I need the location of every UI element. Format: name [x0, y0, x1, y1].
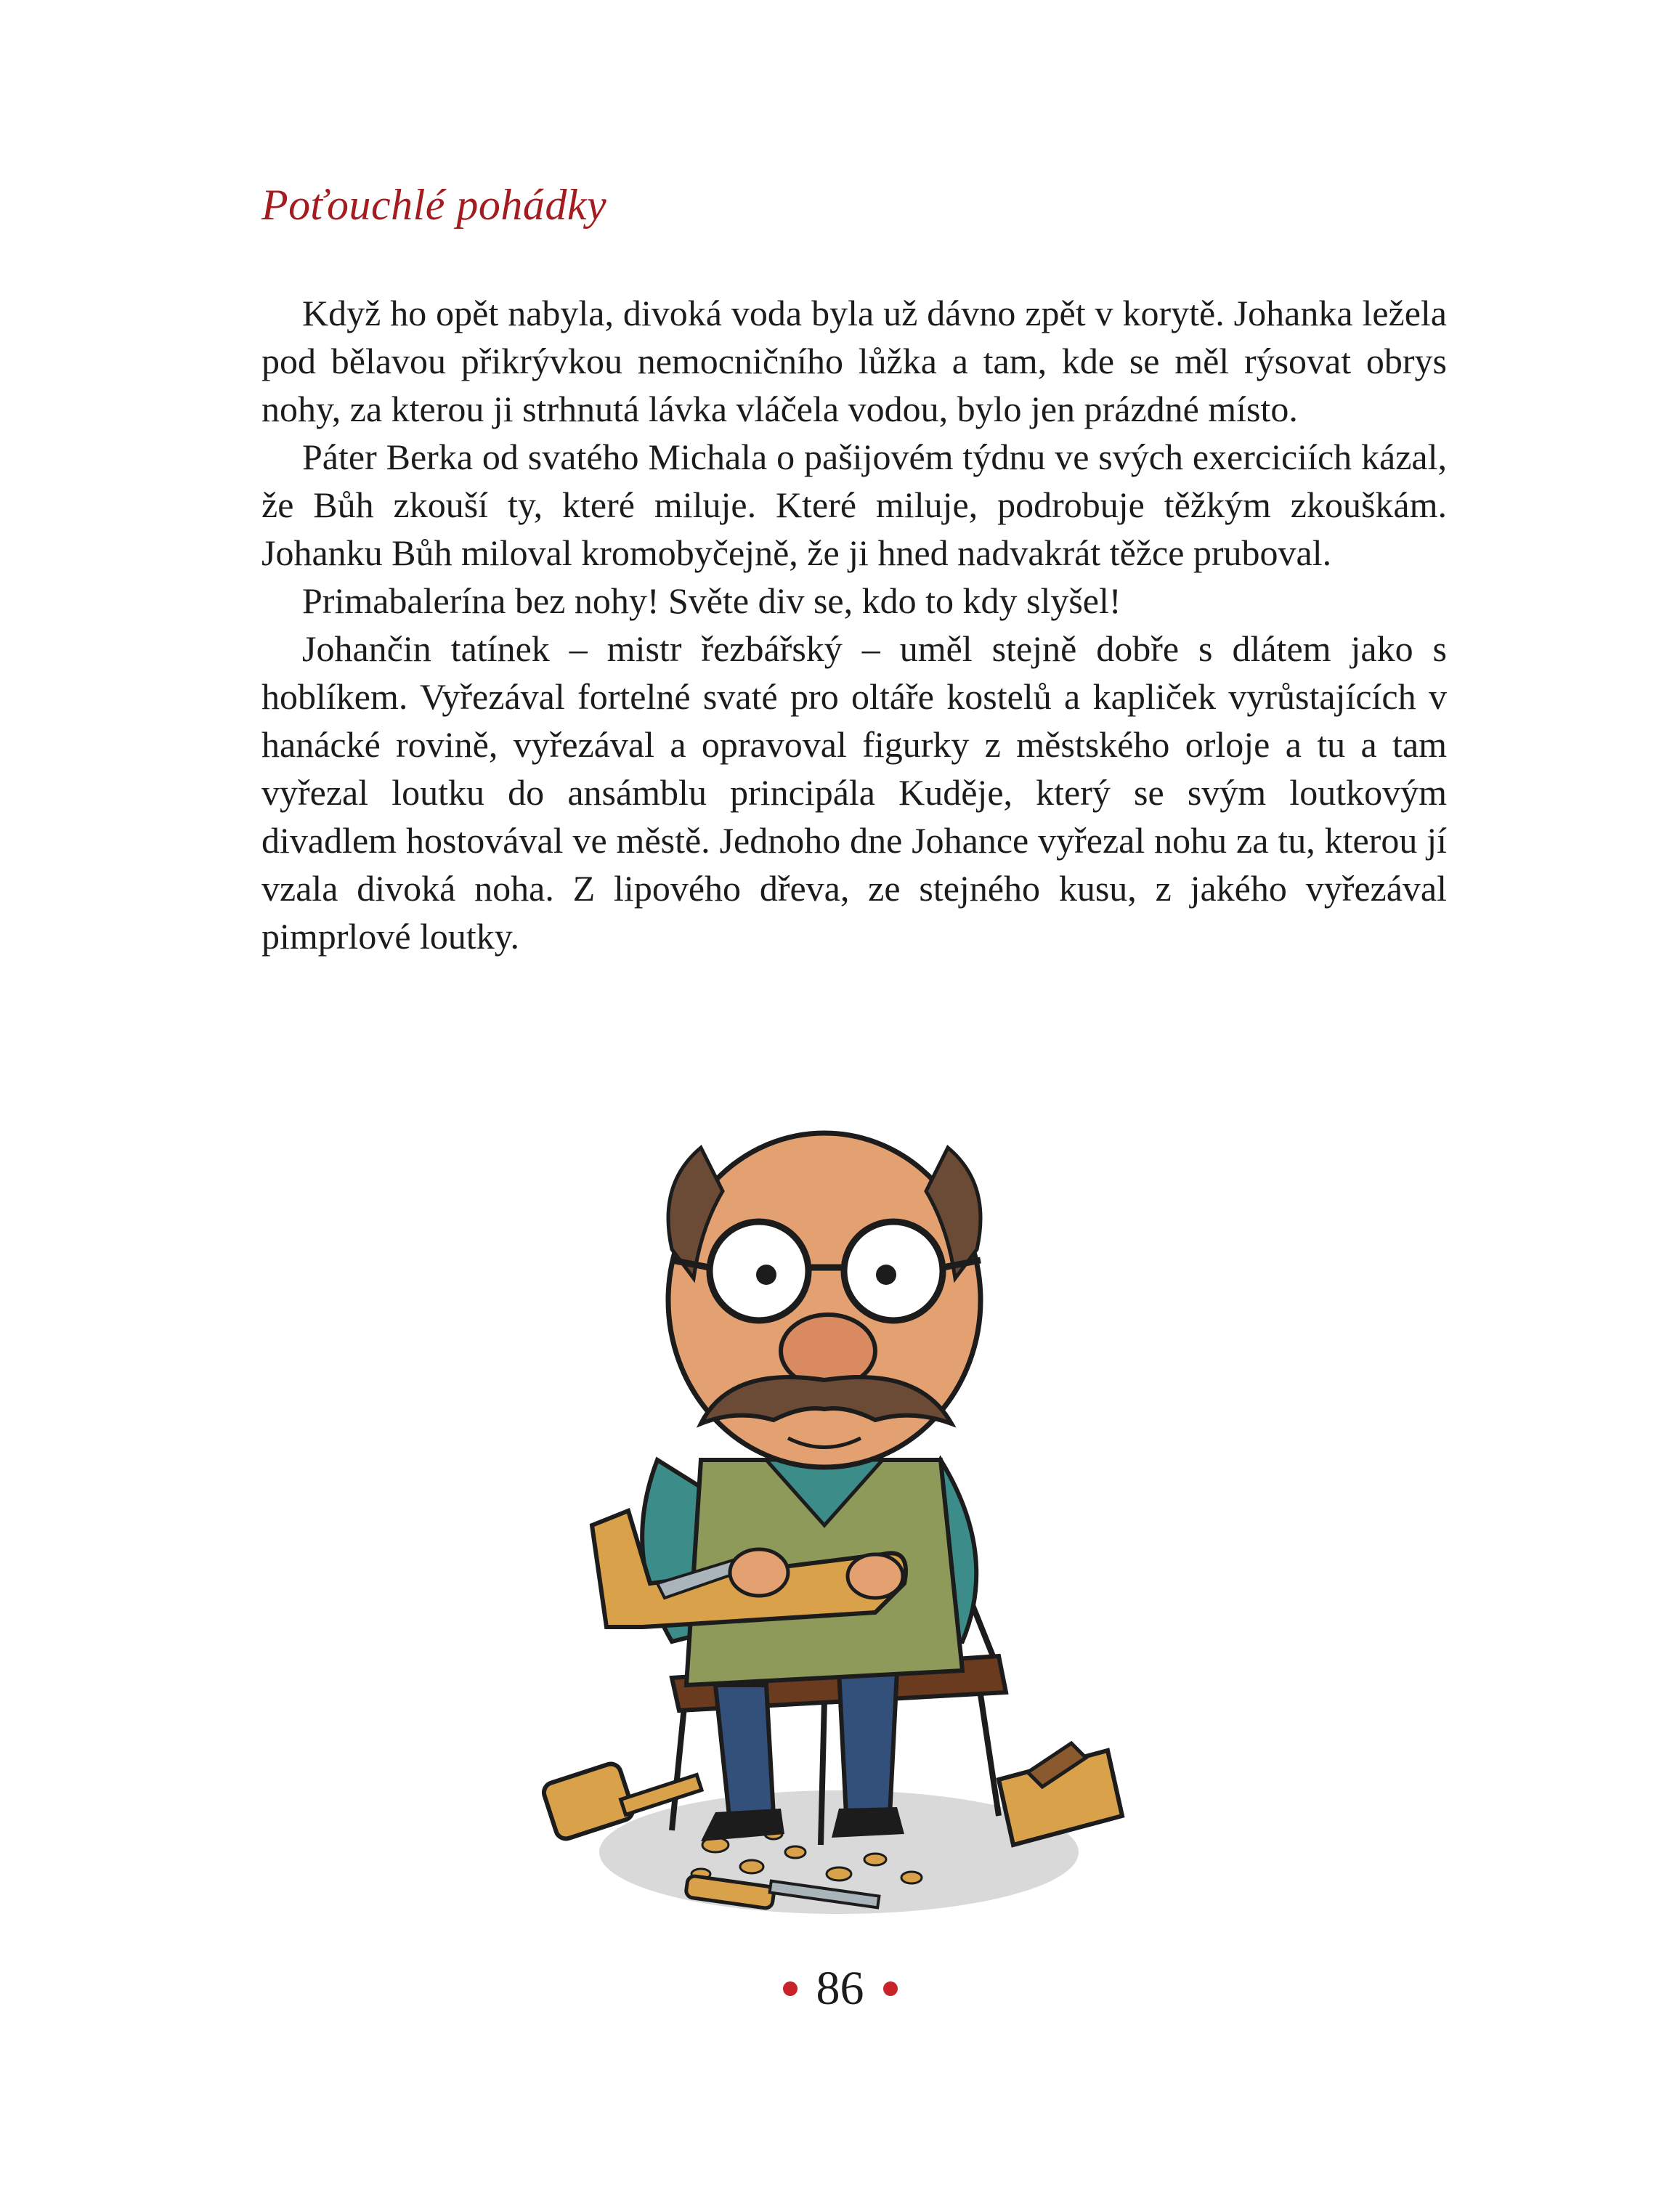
- body-text: [261, 289, 1447, 960]
- page-number: 86: [816, 1962, 864, 2015]
- paragraph: Johančin tatínek – mistr řezbářský – uměl stejně dobře s dlátem jako s hoblíkem. Vyřezával fortelné svaté pro oltáře kostelů a kapliček vyrůstajících v hanácké rovině, vyřezával a opravoval figurky z městského orloje a tu a tam vyřezal loutku do ansámblu principála Kuděje, který se svým loutkovým divadlem hostovával ve městě. Jednoho dne Johance vyřezal nohu za tu, kterou jí vzala divoká noha. Z lipového dřeva, ze stejného kusu, z jakého vyřezával pimprlové loutky.: [261, 628, 1447, 957]
- right-pupil: [876, 1265, 896, 1285]
- bullet-icon: [883, 1981, 898, 1996]
- page-number-footer: [0, 1961, 1680, 2016]
- paragraph: Primabalerína bez nohy! Světe div se, kdo to kdy slyšel!: [302, 580, 1121, 621]
- paragraph: Páter Berka od svatého Michala o pašijovém týdnu ve svých exerciciích kázal, že Bůh zkouší ty, které miluje. Které miluje, podrobuje těžkým zkouškám. Johanku Bůh miloval kromobyčejně, že ji hned nadvakrát těžce pruboval.: [261, 437, 1447, 573]
- woodcarver-illustration: [534, 1119, 1129, 1939]
- right-hand: [848, 1554, 903, 1598]
- bullet-icon: [783, 1981, 798, 1996]
- running-title: Poťouchlé pohádky: [261, 181, 607, 229]
- left-hand: [730, 1549, 788, 1596]
- paragraph: Když ho opět nabyla, divoká voda byla už dávno zpět v korytě. Johanka ležela pod bělavou přikrývkou nemocničního lůžka a tam, kde se měl rýsovat obrys nohy, za kterou ji strhnutá lávka vláčela vodou, bylo jen prázdné místo.: [261, 293, 1447, 429]
- right-shoe: [832, 1807, 904, 1838]
- left-pupil: [756, 1265, 776, 1285]
- wood-plane-icon: [999, 1743, 1122, 1845]
